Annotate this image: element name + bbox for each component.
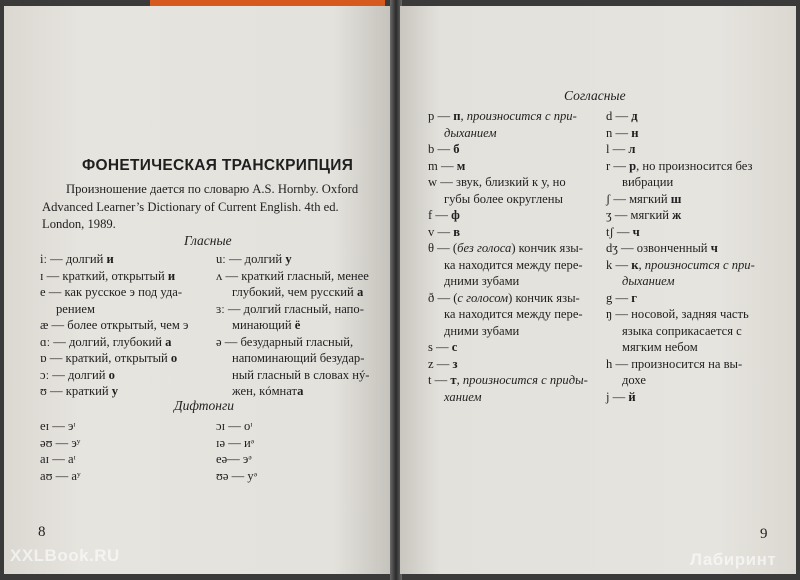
entry-line [606,273,755,290]
entry-text: , но произносится без [636,158,753,173]
entry-line [606,240,755,257]
entry-russian-letter: б [453,142,460,156]
entry-italic-note: , произносится с при- [460,109,577,123]
entry-text: b — [428,142,454,156]
entry-line [428,290,588,307]
entry-text: j — [606,389,629,404]
diphthongs-heading: Дифтонги [174,398,234,413]
right-page [400,6,796,574]
transcription-entry [428,290,588,340]
transcription-entry [606,224,755,241]
transcription-entry [428,108,588,141]
entry-text: ка находится между пере- [444,307,583,321]
entry-russian-letter: в [453,224,460,239]
transcription-entry [428,141,588,158]
entry-line [40,268,188,285]
entry-text: tʃ — [606,224,633,239]
entry-italic-note: , произносится с при- [638,257,755,272]
entry-text: ка находится между пере- [444,257,583,272]
entry-russian-letter: о [108,367,115,382]
transcription-entry [606,125,755,142]
transcription-entry [216,251,369,268]
transcription-entry [606,356,755,389]
entry-italic-note: дыханием [444,125,497,140]
entry-italic-note: дыханием [622,274,675,288]
entry-russian-letter: р [629,158,637,173]
transcription-entry [606,207,755,224]
entry-text: g — [606,290,632,305]
entry-russian-letter: т [450,373,457,387]
entry-text: дними зубами [444,274,520,288]
entry-line [428,191,588,208]
consonants-right-column [606,108,755,405]
page-number: 8 [38,524,46,540]
entry-text: h — произносится на вы- [606,356,743,371]
entry-line [428,141,588,158]
vowels-right-column [216,251,369,400]
entry-russian-letter: с [451,340,458,354]
entry-text: ð — ( [428,290,458,305]
entry-russian-letter: н [631,125,639,140]
diphthongs-left-column [40,418,81,484]
entry-text: s — [428,340,452,354]
entry-line [606,306,755,323]
entry-line [606,339,755,356]
entry-line [216,268,369,285]
entry-russian-letter: ф [451,208,460,222]
watermark-labirint: Лабиринт [690,550,777,569]
transcription-entry [428,224,588,241]
entry-line [606,323,755,340]
entry-russian-letter: а [356,285,364,299]
entry-line [40,383,188,400]
entry-line [606,108,755,125]
entry-text: θ — ( [428,241,458,255]
entry-russian-letter: и [167,268,176,283]
entry-russian-letter: п [453,109,461,123]
entry-line [428,356,588,373]
entry-text: d — [606,109,632,123]
transcription-entry [40,367,188,384]
entry-text: z — [428,356,453,371]
transcription-entry [606,306,755,356]
entry-text: ʌ — краткий гласный, менее [216,268,369,283]
entry-line [40,301,188,318]
transcription-entry [428,339,588,356]
entry-russian-letter: к [631,257,639,272]
transcription-entry [40,284,188,317]
transcription-entry [40,251,188,268]
entry-text: ) кончик язы- [508,290,580,305]
entry-text: ʒ — мягкий [606,208,673,222]
entry-text: ʊ — краткий [40,384,112,398]
transcription-entry [40,350,188,367]
entry-text: ə — безударный гласный, [216,334,354,349]
entry-text: ɑː — долгий, глубокий [40,334,166,349]
entry-line [606,257,755,274]
transcription-entry [606,141,755,158]
entry-text: n — [606,125,632,140]
entry-italic-note: без голоса [457,241,512,255]
transcription-entry [606,108,755,125]
entry-line [216,301,369,318]
entry-text: k — [606,257,632,272]
entry-text: глубокий, чем русский [232,285,357,299]
entry-russian-letter: у [285,252,292,266]
transcription-entry [216,334,369,400]
entry-line [606,191,755,208]
entry-line [40,317,188,334]
transcription-entry [428,240,588,290]
entry-line [606,125,755,142]
diphthong-entry: eə— эᵊ [216,452,252,466]
intro-paragraph [42,181,358,234]
consonants-heading: Согласные [564,88,626,103]
entry-text: ɒ — краткий, открытый [40,351,171,365]
entry-line [40,284,188,301]
transcription-entry [40,268,188,285]
left-page [4,6,392,574]
entry-russian-letter: г [631,290,637,305]
transcription-entry [606,257,755,290]
entry-russian-letter: й [628,389,636,404]
entry-text: вибрации [622,175,674,189]
entry-line [216,251,369,268]
entry-text: ) кончик язы- [511,241,583,255]
entry-russian-letter: ч [710,241,718,255]
entry-line [606,224,755,241]
entry-line [606,372,755,389]
entry-text: напоминающий безудар- [232,351,365,365]
entry-line [428,108,588,125]
intro-line: Произношение дается по словарю A.S. Hornby. Oxford [66,182,359,196]
entry-text: p — [428,109,454,123]
transcription-entry [40,334,188,351]
diphthong-entry: aʊ — аʸ [40,468,81,483]
transcription-entry [216,301,369,334]
entry-italic-note: ханием [444,389,482,404]
diphthong-entry: ɔɪ — оᶦ [216,419,253,433]
entry-line [216,350,369,367]
entry-line [216,383,369,400]
intro-line: Advanced Learner’s Dictionary of Current English. 4th ed. [42,199,339,214]
entry-line [606,158,755,175]
diphthong-entry: aɪ — аᶦ [40,452,76,466]
entry-text: æ — более открытый, чем э [40,318,189,332]
entry-text: ɪ — краткий, открытый [40,268,168,283]
entry-line [428,158,588,175]
entry-line [428,273,588,290]
entry-russian-letter: л [628,142,636,156]
entry-text: m — [428,158,457,173]
entry-line [40,251,188,268]
diphthong-entry: eɪ — эᶦ [40,419,76,433]
entry-line [428,174,588,191]
entry-text: l — [606,142,629,156]
entry-text: f — [428,208,452,222]
entry-line [40,334,188,351]
entry-line [216,317,369,334]
entry-text: минающий [232,318,295,332]
entry-russian-letter: м [456,158,466,173]
entry-line [428,224,588,241]
entry-text: v — [428,224,454,239]
transcription-entry [428,372,588,405]
transcription-entry [40,383,188,400]
entry-line [216,334,369,351]
page-title: ФОНЕТИЧЕСКАЯ ТРАНСКРИПЦИЯ [82,157,354,174]
diphthong-entry: ʊə — уᵊ [216,468,257,483]
entry-line [428,207,588,224]
entry-text: dʒ — озвонченный [606,241,711,255]
entry-line [216,284,369,301]
entry-russian-letter: о [170,351,178,365]
entry-russian-letter: у [111,384,119,398]
entry-line [606,389,755,406]
entry-russian-letter: ё [294,318,301,332]
transcription-entry [428,356,588,373]
diphthongs-right-column [216,418,257,484]
entry-text: uː — долгий [216,252,286,266]
entry-text: жен, кóмнат [232,384,298,398]
transcription-entry [428,174,588,207]
transcription-entry [216,268,369,301]
entry-text: мягким небом [622,340,698,354]
diphthong-entry: ɪə — иᵊ [216,435,254,450]
entry-text: w — звук, близкий к у, но [428,175,566,189]
entry-line [428,125,588,142]
entry-russian-letter: ж [672,208,682,222]
entry-text: губы более округлены [444,191,563,206]
entry-line [428,339,588,356]
entry-text: дохе [622,373,646,387]
intro-line: London, 1989. [42,217,116,231]
entry-line [428,372,588,389]
consonants-left-column [428,108,588,405]
entry-line [606,207,755,224]
transcription-entry [606,389,755,406]
entry-line [428,306,588,323]
watermark-xxlbook: XXLBook.RU [10,546,120,565]
entry-line [606,356,755,373]
entry-text: e — как русское э под уда- [40,285,183,299]
transcription-entry [428,158,588,175]
entry-line [606,141,755,158]
page-number: 9 [760,526,768,542]
entry-line [606,290,755,307]
entry-text: ɔː — долгий [40,367,109,382]
entry-text: ŋ — носовой, задняя часть [606,307,749,321]
entry-text: дними зубами [444,323,520,338]
entry-russian-letter: ч [632,224,640,239]
entry-russian-letter: ш [670,191,682,206]
diphthong-entry: əʊ — эʸ [40,435,81,450]
entry-line [606,174,755,191]
transcription-entry [606,240,755,257]
vowels-heading: Гласные [184,233,232,248]
entry-line [428,257,588,274]
vowels-left-column [40,251,188,400]
entry-line [428,389,588,406]
entry-italic-note: , произносится с приды- [456,373,588,387]
entry-russian-letter: а [165,334,172,349]
entry-text: ный гласный в словах нý- [232,367,370,382]
transcription-entry [428,207,588,224]
transcription-entry [606,191,755,208]
entry-text: ɜː — долгий гласный, напо- [216,301,364,316]
entry-line [216,367,369,384]
entry-italic-note: с голосом [457,290,509,305]
transcription-entry [40,317,188,334]
entry-text: iː — долгий [40,252,107,266]
entry-text: t — [428,373,451,387]
entry-line [428,323,588,340]
entry-text: языка соприкасается с [622,323,742,338]
entry-russian-letter: и [106,252,114,266]
transcription-entry [606,290,755,307]
entry-russian-letter: а [297,384,304,398]
entry-text: рением [56,301,95,316]
transcription-entry [606,158,755,191]
entry-line [40,350,188,367]
entry-line [40,367,188,384]
entry-russian-letter: д [631,109,638,123]
entry-text: ʃ — мягкий [606,191,671,206]
entry-line [428,240,588,257]
entry-russian-letter: з [452,356,458,371]
entry-text: r — [606,158,630,173]
